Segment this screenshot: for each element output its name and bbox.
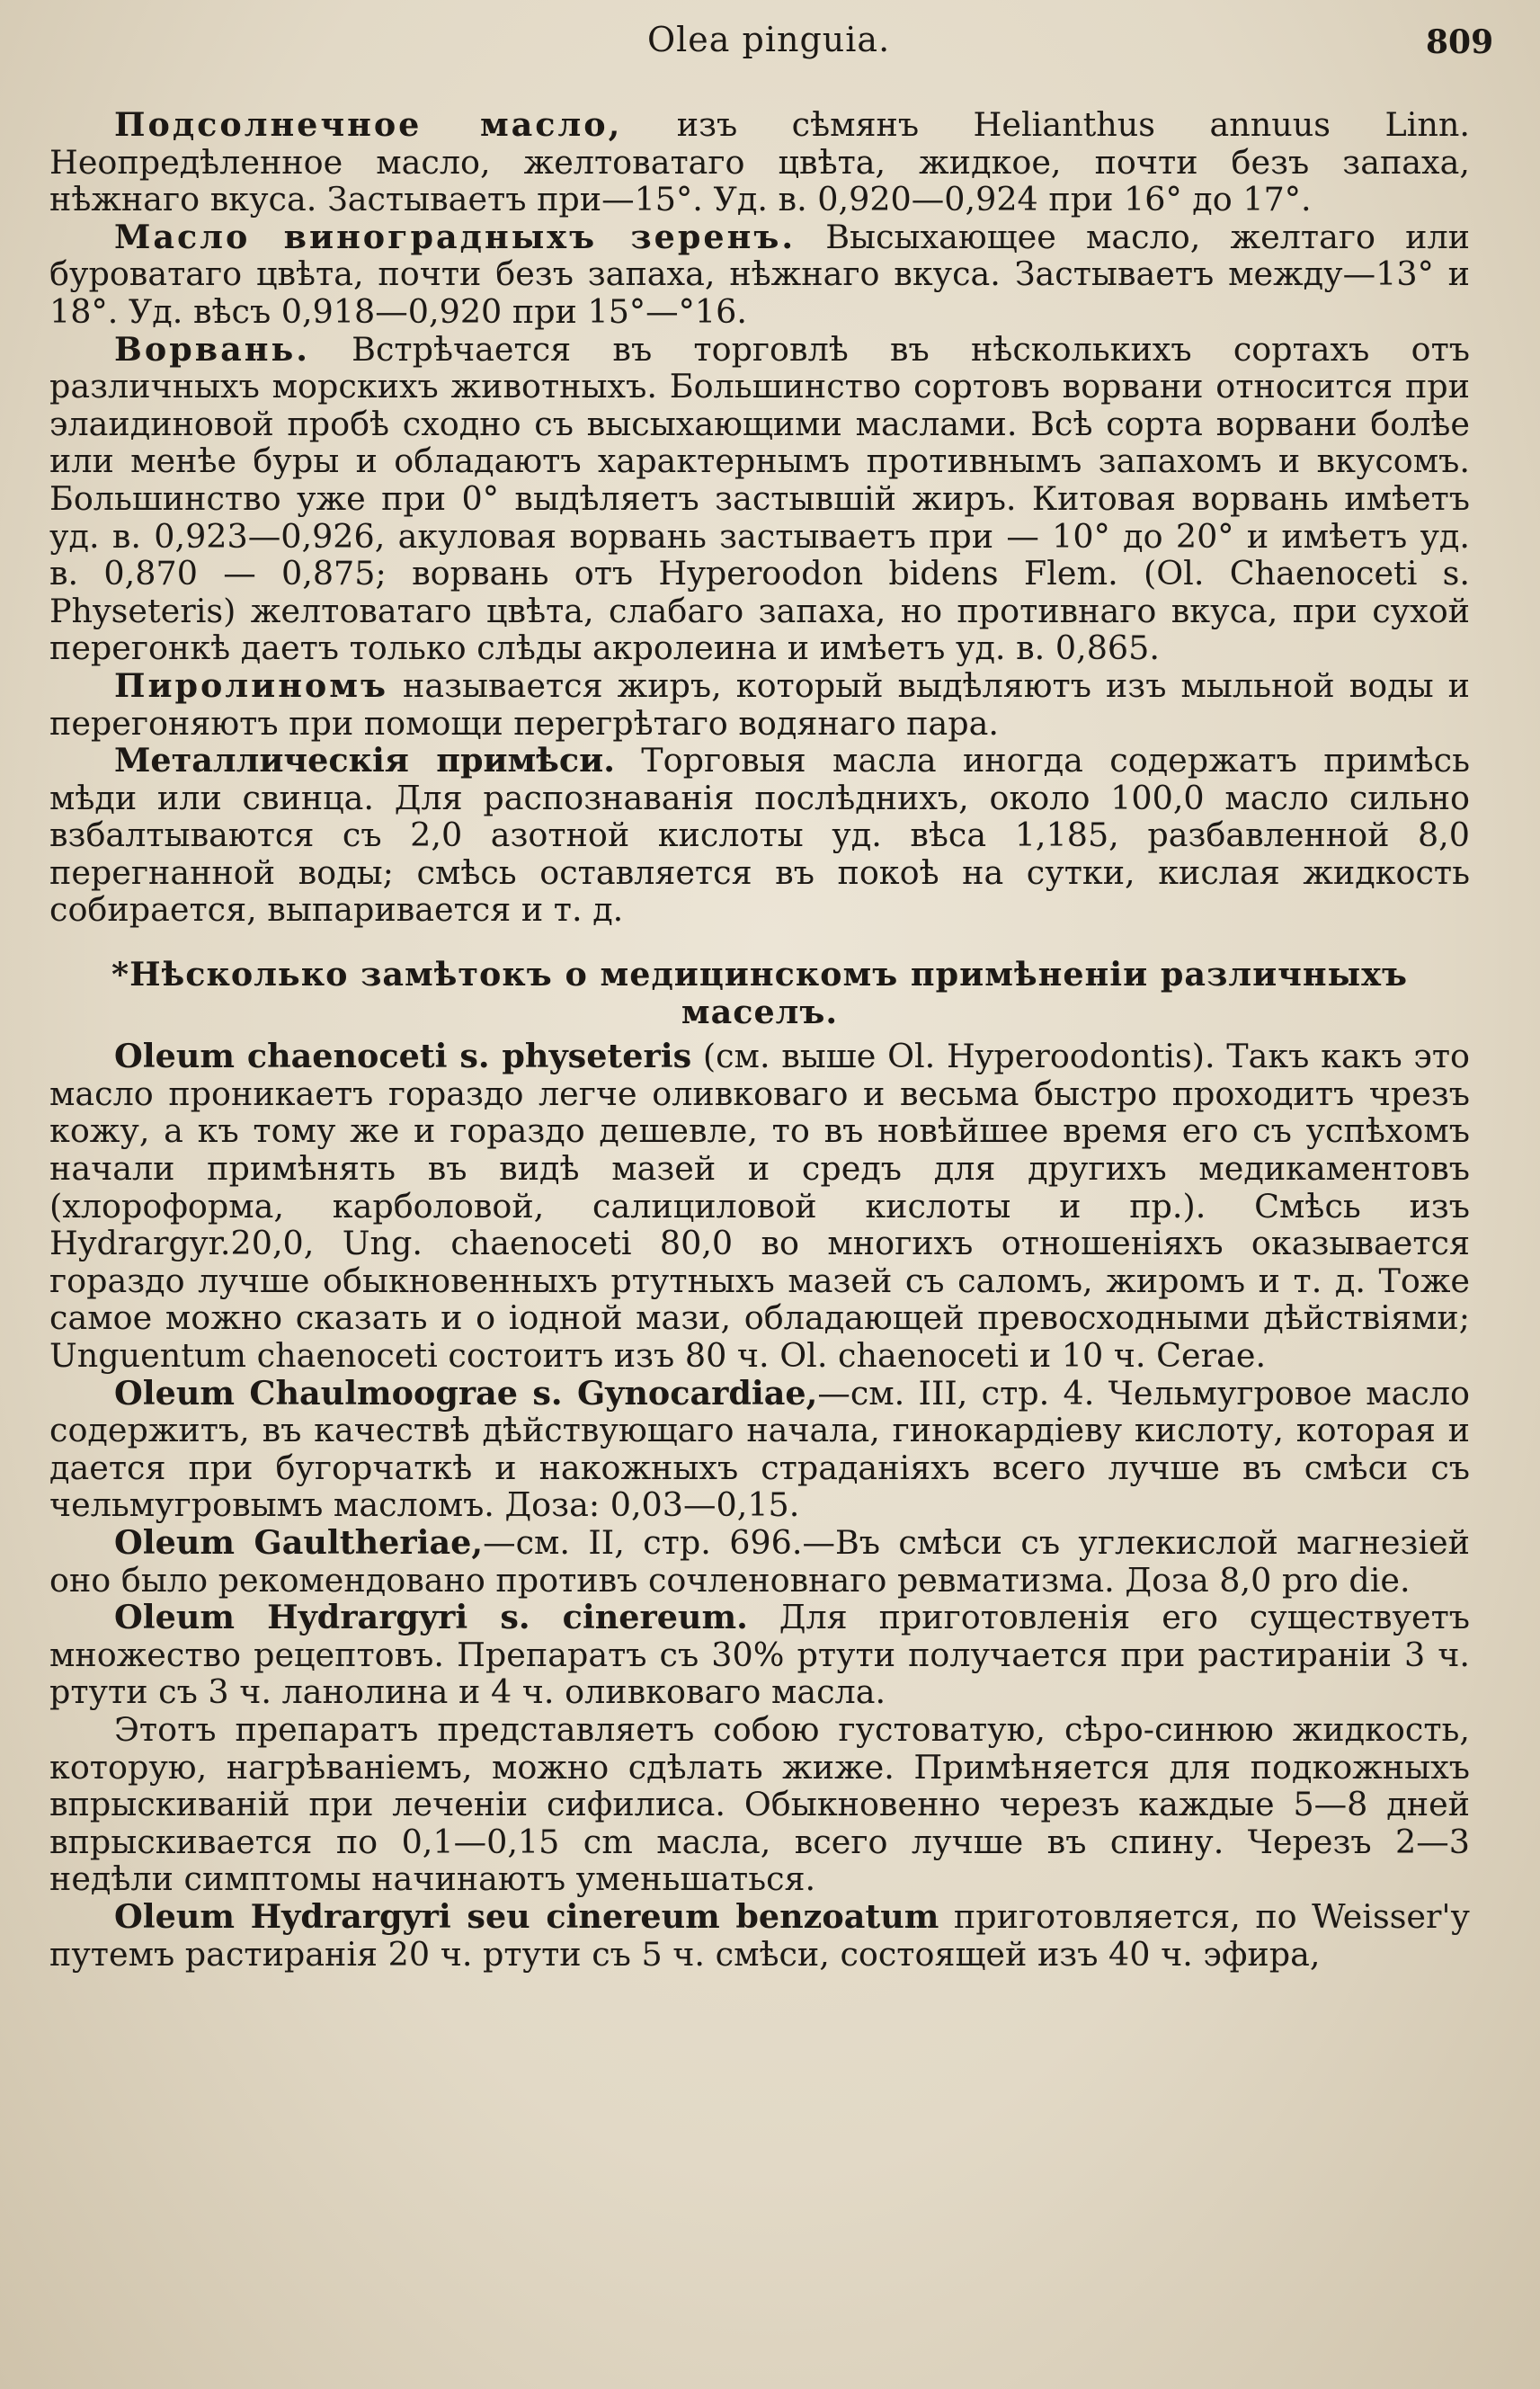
entry-text: Этотъ препаратъ представляетъ собою густоватую, сѣро-синюю жидкость, которую, нагрѣваніемъ, можно сдѣлать жиже. Примѣняется для подкожныхъ впрыскиваній при леченіи сифилиса. Обыкновенно черезъ каждые 5—8 дней впрыскивается по 0,1—0,15 cm масла, всего лучше въ спину. Черезъ 2—3 недѣли симптомы начинаютъ уменьшаться. [49, 1709, 1470, 1899]
entry-text: Для приготовленія его существуетъ множество рецептовъ. Препаратъ съ 30% ртути получается при растираніи 3 ч. ртути съ 3 ч. ланолина и 4 ч. оливковаго масла. [49, 1598, 1470, 1712]
paragraph-text: Торговыя масла иногда содержатъ примѣсь мѣди или свинца. Для распознаванія послѣднихъ, около 100,0 масло сильно взбалтываются съ 2,0 азотной кислоты уд. вѣса 1,185, разбавленной 8,0 перегнанной воды; смѣсь оставляется въ покоѣ на сутки, кислая жидкость собирается, выпаривается и т. д. [49, 741, 1470, 930]
entry-oleum-chaulmoograe [49, 1375, 1470, 1524]
entry-oleum-hydrargyri-benzoatum [49, 1898, 1470, 1973]
term-heading: Металлическія примѣси. [114, 741, 615, 780]
entry-text: приготовляется, по Weisser'у путемъ растиранія 20 ч. ртути съ 5 ч. смѣси, состоящей изъ 40 ч. эфира, [49, 1896, 1470, 1974]
paragraph-sunflower-oil [49, 106, 1470, 218]
term-heading: Ворвань. [114, 329, 310, 369]
page-body [49, 106, 1470, 1973]
section-title: *Нѣсколько замѣтокъ о медицинскомъ примѣненіи различныхъ маселъ. [111, 955, 1408, 1031]
paragraph-train-oil [49, 331, 1470, 667]
term-heading: Подсолнечное масло, [114, 105, 623, 144]
entry-text: —см. III, стр. 4. Чельмугровое масло содержитъ, въ качествѣ дѣйствующаго начала, гинокардіеву кислоту, которая и дается при бугорчаткѣ и накожныхъ страданіяхъ всего лучше въ смѣси съ чельмугровымъ масломъ. Доза: 0,03—0,15. [49, 1373, 1470, 1525]
paragraph-grape-seed-oil [49, 218, 1470, 331]
paragraph-pyrolein [49, 667, 1470, 742]
entry-oleum-hydrargyri-continued [49, 1711, 1470, 1898]
entry-text: (см. выше Ol. Hyperoodontis). Такъ какъ это масло проникаетъ гораздо легче оливковаго и весьма быстро проходитъ чрезъ кожу, а къ тому же и гораздо дешевле, то въ новѣйшее время его съ успѣхомъ начали примѣнять въ видѣ мазей и средъ для другихъ медикаментовъ (хлороформа, карболовой, салициловой кислоты и пр.). Смѣсь изъ Hydrargyr.20,0, Ung. chaenoceti 80,0 во многихъ отношеніяхъ оказывается гораздо лучше обыкновенныхъ ртутныхъ мазей съ саломъ, жиромъ и т. д. Тоже самое можно сказать и о іодной мази, обладающей превосходными дѣйствіями; Unguentum chaenoceti состоитъ изъ 80 ч. Ol. chaenoceti и 10 ч. Cerae. [49, 1037, 1470, 1375]
entry-term: Oleum Gaultheriae, [114, 1522, 484, 1562]
page-number: 809 [1426, 23, 1494, 61]
paragraph-text: называется жиръ, который выдѣляютъ изъ мыльной воды и перегоняютъ при помощи перегрѣтаго водянаго пара. [49, 665, 1470, 743]
paragraph-metallic-impurities [49, 742, 1470, 929]
paragraph-text: Встрѣчается въ торговлѣ въ нѣсколькихъ сортахъ отъ различныхъ морскихъ животныхъ. Большинство сортовъ ворвани относится при элаидиновой пробѣ сходно съ высыхающими маслами. Всѣ сорта ворвани болѣе или менѣе буры и обладаютъ характернымъ противнымъ запахомъ и вкусомъ. Большинство уже при 0° выдѣляетъ застывшій жиръ. Китовая ворвань имѣетъ уд. в. 0,923—0,926, акуловая ворвань застываетъ при — 10° до 20° и имѣетъ уд. в. 0,870 — 0,875; ворвань отъ Hyperoodon bidens Flem. (Ol. Chaenoceti s. Physeteris) желтоватаго цвѣта, слабаго запаха, но противнаго вкуса, при сухой перегонкѣ даетъ только слѣды акролеина и имѣетъ уд. в. 0,865. [49, 329, 1470, 668]
running-header [0, 20, 1540, 65]
term-heading: Пиролиномъ [114, 665, 388, 705]
entry-term: Oleum Hydrargyri seu cinereum benzoatum [114, 1896, 939, 1936]
entry-oleum-gaultheriae [49, 1524, 1470, 1599]
entry-term: Oleum Chaulmoograe s. Gynocardiae, [114, 1373, 818, 1413]
entry-oleum-hydrargyri [49, 1599, 1470, 1711]
entry-text: —см. II, стр. 696.—Въ смѣси съ углекислой магнезіей оно было рекомендовано противъ сочленовнаго ревматизма. Доза 8,0 pro die. [49, 1522, 1470, 1600]
entry-term: Oleum chaenoceti s. physeteris [114, 1037, 692, 1076]
paragraph-text: изъ сѣмянъ Helianthus annuus Linn. Неопредѣленное масло, желтоватаго цвѣта, жидкое, почти безъ запаха, нѣжнаго вкуса. Застываетъ при—15°. Уд. в. 0,920—0,924 при 16° до 17°. [49, 105, 1470, 219]
entry-oleum-chaenoceti [49, 1038, 1470, 1374]
entry-term: Oleum Hydrargyri s. cinereum. [114, 1598, 748, 1637]
running-title: Olea pinguia. [647, 20, 891, 59]
term-heading: Масло виноградныхъ зеренъ. [114, 217, 797, 256]
paragraph-text: Высыхающее масло, желтаго или буроватаго цвѣта, почти безъ запаха, нѣжнаго вкуса. Застываетъ между—13° и 18°. Уд. вѣсъ 0,918—0,920 при 15°—°16. [49, 217, 1470, 331]
